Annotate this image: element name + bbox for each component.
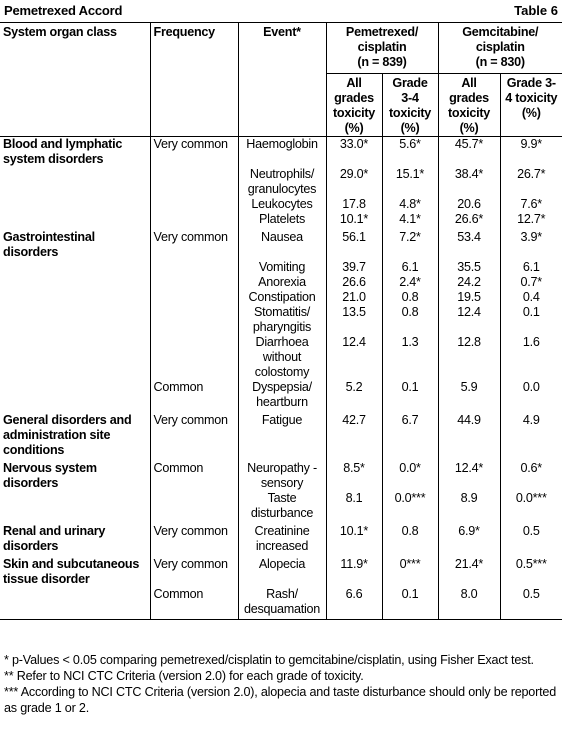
table-row <box>0 458 562 491</box>
pemetrexed-grade-3-4-cell: 5.6* <box>382 137 438 168</box>
group-pemetrexed-name: Pemetrexed/ cisplatin <box>345 25 419 54</box>
frequency-cell <box>150 197 238 212</box>
system-organ-class-cell <box>0 335 150 380</box>
gemcitabine-grade-3-4-cell: 4.9 <box>500 410 562 458</box>
event-cell: Nausea <box>238 227 326 260</box>
system-organ-class-cell <box>0 197 150 212</box>
system-organ-class-cell <box>0 491 150 521</box>
frequency-cell <box>150 491 238 521</box>
pemetrexed-grade-3-4-cell: 0.8 <box>382 521 438 554</box>
pemetrexed-all-grades-cell: 5.2 <box>326 380 382 410</box>
gemcitabine-all-grades-cell: 26.6* <box>438 212 500 227</box>
event-cell: Constipation <box>238 290 326 305</box>
table-row <box>0 260 562 275</box>
event-cell: Vomiting <box>238 260 326 275</box>
system-organ-class-cell <box>0 275 150 290</box>
pemetrexed-all-grades-cell: 21.0 <box>326 290 382 305</box>
subheader-grade-3-4: Grade 3-4 toxicity (%) <box>500 74 562 137</box>
table-row <box>0 491 562 521</box>
table-row <box>0 410 562 458</box>
pemetrexed-grade-3-4-cell: 0.0* <box>382 458 438 491</box>
pemetrexed-grade-3-4-cell: 0.8 <box>382 290 438 305</box>
pemetrexed-grade-3-4-cell: 0.0*** <box>382 491 438 521</box>
gemcitabine-grade-3-4-cell: 6.1 <box>500 260 562 275</box>
frequency-cell <box>150 335 238 380</box>
pemetrexed-all-grades-cell: 56.1 <box>326 227 382 260</box>
gemcitabine-all-grades-cell: 53.4 <box>438 227 500 260</box>
footnote: * p-Values < 0.05 comparing pemetrexed/cisplatin to gemcitabine/cisplatin, using Fisher Exact test. <box>4 653 534 667</box>
pemetrexed-grade-3-4-cell: 2.4* <box>382 275 438 290</box>
pemetrexed-all-grades-cell: 13.5 <box>326 305 382 335</box>
header-group-pemetrexed <box>326 23 438 74</box>
system-organ-class-cell <box>0 212 150 227</box>
system-organ-class-cell <box>0 305 150 335</box>
table-row <box>0 197 562 212</box>
pemetrexed-all-grades-cell: 39.7 <box>326 260 382 275</box>
table-row <box>0 227 562 260</box>
pemetrexed-all-grades-cell: 11.9* <box>326 554 382 587</box>
frequency-cell: Very common <box>150 521 238 554</box>
event-cell: Alopecia <box>238 554 326 587</box>
gemcitabine-all-grades-cell: 5.9 <box>438 380 500 410</box>
frequency-cell: Very common <box>150 227 238 260</box>
table-row <box>0 305 562 335</box>
gemcitabine-all-grades-cell: 8.0 <box>438 587 500 620</box>
system-organ-class-cell <box>0 587 150 620</box>
gemcitabine-grade-3-4-cell: 0.0 <box>500 380 562 410</box>
frequency-cell <box>150 167 238 197</box>
event-cell: Leukocytes <box>238 197 326 212</box>
pemetrexed-all-grades-cell: 29.0* <box>326 167 382 197</box>
pemetrexed-grade-3-4-cell: 0.1 <box>382 587 438 620</box>
pemetrexed-all-grades-cell: 12.4 <box>326 335 382 380</box>
event-cell: Anorexia <box>238 275 326 290</box>
gemcitabine-all-grades-cell: 12.4 <box>438 305 500 335</box>
pemetrexed-grade-3-4-cell: 4.1* <box>382 212 438 227</box>
gemcitabine-all-grades-cell: 12.8 <box>438 335 500 380</box>
gemcitabine-all-grades-cell: 6.9* <box>438 521 500 554</box>
gemcitabine-all-grades-cell: 38.4* <box>438 167 500 197</box>
gemcitabine-grade-3-4-cell: 0.5 <box>500 521 562 554</box>
table-title-bar <box>0 0 562 23</box>
gemcitabine-all-grades-cell: 20.6 <box>438 197 500 212</box>
pemetrexed-all-grades-cell: 6.6 <box>326 587 382 620</box>
table-row <box>0 554 562 587</box>
pemetrexed-grade-3-4-cell: 0.8 <box>382 305 438 335</box>
event-cell: Taste disturbance <box>238 491 326 521</box>
system-organ-class-cell: Gastrointestinal disorders <box>3 230 95 259</box>
header-event: Event* <box>238 23 326 137</box>
pemetrexed-all-grades-cell: 10.1* <box>326 521 382 554</box>
pemetrexed-all-grades-cell: 17.8 <box>326 197 382 212</box>
gemcitabine-grade-3-4-cell: 9.9* <box>500 137 562 168</box>
header-system-organ-class: System organ class <box>0 23 150 137</box>
table-row <box>0 212 562 227</box>
table-body <box>0 137 562 620</box>
system-organ-class-cell <box>0 260 150 275</box>
table-row <box>0 380 562 410</box>
gemcitabine-grade-3-4-cell: 0.5 <box>500 587 562 620</box>
pemetrexed-grade-3-4-cell: 6.1 <box>382 260 438 275</box>
frequency-cell <box>150 275 238 290</box>
frequency-cell: Common <box>150 587 238 620</box>
table-row <box>0 335 562 380</box>
pemetrexed-grade-3-4-cell: 0.1 <box>382 380 438 410</box>
table-row <box>0 290 562 305</box>
frequency-cell <box>150 290 238 305</box>
gemcitabine-grade-3-4-cell: 26.7* <box>500 167 562 197</box>
pemetrexed-grade-3-4-cell: 7.2* <box>382 227 438 260</box>
pemetrexed-all-grades-cell: 42.7 <box>326 410 382 458</box>
header-frequency: Frequency <box>150 23 238 137</box>
subheader-all-grades: All grades toxicity (%) <box>438 74 500 137</box>
system-organ-class-cell <box>0 290 150 305</box>
frequency-cell: Very common <box>150 137 238 168</box>
gemcitabine-grade-3-4-cell: 3.9* <box>500 227 562 260</box>
gemcitabine-grade-3-4-cell: 0.0*** <box>500 491 562 521</box>
pemetrexed-all-grades-cell: 8.1 <box>326 491 382 521</box>
event-cell: Fatigue <box>238 410 326 458</box>
system-organ-class-cell: Skin and subcutaneous tissue disorder <box>3 557 140 586</box>
frequency-cell <box>150 212 238 227</box>
group-gemcitabine-n: (n = 830) <box>475 55 525 69</box>
document-title: Pemetrexed Accord <box>4 3 123 18</box>
pemetrexed-all-grades-cell: 33.0* <box>326 137 382 168</box>
subheader-grade-3-4: Grade 3-4 toxicity (%) <box>382 74 438 137</box>
event-cell: Platelets <box>238 212 326 227</box>
system-organ-class-cell: General disorders and administration site conditions <box>3 413 132 457</box>
gemcitabine-grade-3-4-cell: 0.7* <box>500 275 562 290</box>
frequency-cell: Very common <box>150 410 238 458</box>
event-cell: Stomatitis/ pharyngitis <box>238 305 326 335</box>
event-cell: Diarrhoea without colostomy <box>238 335 326 380</box>
pemetrexed-grade-3-4-cell: 15.1* <box>382 167 438 197</box>
system-organ-class-cell <box>0 167 150 197</box>
pemetrexed-all-grades-cell: 26.6 <box>326 275 382 290</box>
event-cell: Creatinine increased <box>238 521 326 554</box>
gemcitabine-grade-3-4-cell: 0.6* <box>500 458 562 491</box>
footnote: ** Refer to NCI CTC Criteria (version 2.0) for each grade of toxicity. <box>4 669 364 683</box>
system-organ-class-cell: Nervous system disorders <box>3 461 97 490</box>
pemetrexed-all-grades-cell: 8.5* <box>326 458 382 491</box>
group-pemetrexed-n: (n = 839) <box>357 55 407 69</box>
gemcitabine-all-grades-cell: 8.9 <box>438 491 500 521</box>
gemcitabine-all-grades-cell: 19.5 <box>438 290 500 305</box>
gemcitabine-grade-3-4-cell: 0.5*** <box>500 554 562 587</box>
toxicity-table <box>0 23 562 620</box>
frequency-cell: Very common <box>150 554 238 587</box>
system-organ-class-cell: Renal and urinary disorders <box>3 524 106 553</box>
event-cell: Rash/ desquamation <box>238 587 326 620</box>
pemetrexed-grade-3-4-cell: 1.3 <box>382 335 438 380</box>
gemcitabine-all-grades-cell: 21.4* <box>438 554 500 587</box>
gemcitabine-grade-3-4-cell: 0.4 <box>500 290 562 305</box>
frequency-cell <box>150 260 238 275</box>
gemcitabine-grade-3-4-cell: 0.1 <box>500 305 562 335</box>
gemcitabine-all-grades-cell: 44.9 <box>438 410 500 458</box>
pemetrexed-grade-3-4-cell: 4.8* <box>382 197 438 212</box>
frequency-cell: Common <box>150 458 238 491</box>
table-header <box>0 23 562 137</box>
frequency-cell <box>150 305 238 335</box>
table-row <box>0 521 562 554</box>
group-gemcitabine-name: Gemcitabine/ cisplatin <box>462 25 539 54</box>
system-organ-class-cell <box>0 380 150 410</box>
subheader-all-grades: All grades toxicity (%) <box>326 74 382 137</box>
footnote: *** According to NCI CTC Criteria (version 2.0), alopecia and taste disturbance should only be reported as grade 1 or 2. <box>4 685 557 715</box>
gemcitabine-grade-3-4-cell: 1.6 <box>500 335 562 380</box>
header-group-gemcitabine <box>438 23 562 74</box>
event-cell: Haemoglobin <box>238 137 326 168</box>
table-row <box>0 167 562 197</box>
gemcitabine-all-grades-cell: 45.7* <box>438 137 500 168</box>
event-cell: Neutrophils/ granulocytes <box>238 167 326 197</box>
frequency-cell: Common <box>150 380 238 410</box>
event-cell: Dyspepsia/ heartburn <box>238 380 326 410</box>
gemcitabine-grade-3-4-cell: 7.6* <box>500 197 562 212</box>
gemcitabine-all-grades-cell: 12.4* <box>438 458 500 491</box>
footnotes <box>4 652 558 716</box>
pemetrexed-grade-3-4-cell: 6.7 <box>382 410 438 458</box>
table-number: Table 6 <box>514 3 558 18</box>
pemetrexed-grade-3-4-cell: 0*** <box>382 554 438 587</box>
gemcitabine-all-grades-cell: 24.2 <box>438 275 500 290</box>
system-organ-class-cell: Blood and lymphatic system disorders <box>3 137 123 166</box>
pemetrexed-all-grades-cell: 10.1* <box>326 212 382 227</box>
gemcitabine-grade-3-4-cell: 12.7* <box>500 212 562 227</box>
table-row <box>0 275 562 290</box>
gemcitabine-all-grades-cell: 35.5 <box>438 260 500 275</box>
table-row <box>0 587 562 620</box>
table-row <box>0 137 562 168</box>
event-cell: Neuropathy - sensory <box>238 458 326 491</box>
